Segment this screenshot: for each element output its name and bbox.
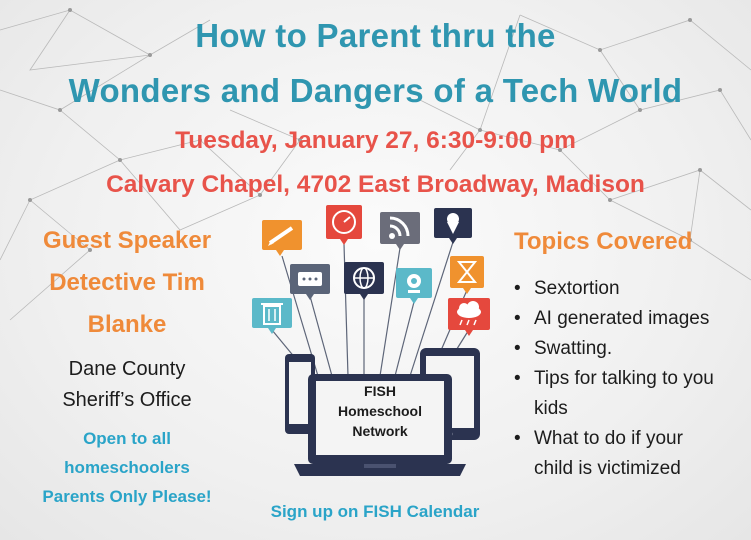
globe-icon xyxy=(344,262,384,300)
screen-line-1: FISH xyxy=(364,383,396,399)
hourglass-icon xyxy=(450,256,484,294)
cloud-icon xyxy=(448,298,490,336)
speaker-name-line-2: Blanke xyxy=(87,311,167,338)
topic-text-cont: kids xyxy=(534,398,568,419)
ice-cream-icon xyxy=(434,208,472,244)
topic-text: Swatting. xyxy=(534,338,613,359)
topic-item xyxy=(512,304,748,334)
topic-text: AI generated images xyxy=(534,308,710,329)
topic-item xyxy=(512,334,748,364)
rss-icon xyxy=(380,212,420,250)
topic-item xyxy=(512,424,748,484)
signup-text: Sign up on FISH Calendar xyxy=(270,502,480,521)
speaker-name-line-1: Detective Tim xyxy=(49,269,205,296)
topics-heading: Topics Covered xyxy=(514,228,693,255)
topic-text-cont: child is victimized xyxy=(534,458,681,479)
topic-text: Tips for talking to you xyxy=(534,368,714,389)
speaker-block xyxy=(12,226,242,415)
clock-icon xyxy=(326,205,362,245)
topic-item xyxy=(512,364,748,424)
speaker-heading: Guest Speaker xyxy=(42,227,212,254)
speaker-org-line-1: Dane County xyxy=(68,358,186,380)
audience-line-3: Parents Only Please! xyxy=(42,487,212,506)
topics-list xyxy=(512,274,748,484)
webcam-icon xyxy=(396,268,432,304)
screen-line-3: Network xyxy=(352,423,408,439)
title-line-2: Wonders and Dangers of a Tech World xyxy=(68,72,683,109)
chat-icon xyxy=(290,264,330,300)
pencil-icon xyxy=(262,220,302,256)
topic-text: Sextortion xyxy=(534,278,620,299)
topic-text: What to do if your xyxy=(534,428,683,449)
laptop-screen-text xyxy=(316,381,444,441)
topic-item xyxy=(512,274,748,304)
event-location: Calvary Chapel, 4702 East Broadway, Madison xyxy=(106,171,645,198)
audience-line-1: Open to all xyxy=(83,429,171,448)
title-line-1: How to Parent thru the xyxy=(195,17,556,54)
speaker-org-line-2: Sheriff’s Office xyxy=(62,389,192,411)
screen-line-2: Homeschool xyxy=(337,403,422,419)
audience-line-2: homeschoolers xyxy=(64,458,190,477)
audience-note xyxy=(12,424,242,511)
event-date-time: Tuesday, January 27, 6:30-9:00 pm xyxy=(175,127,576,154)
trash-icon xyxy=(252,298,292,334)
